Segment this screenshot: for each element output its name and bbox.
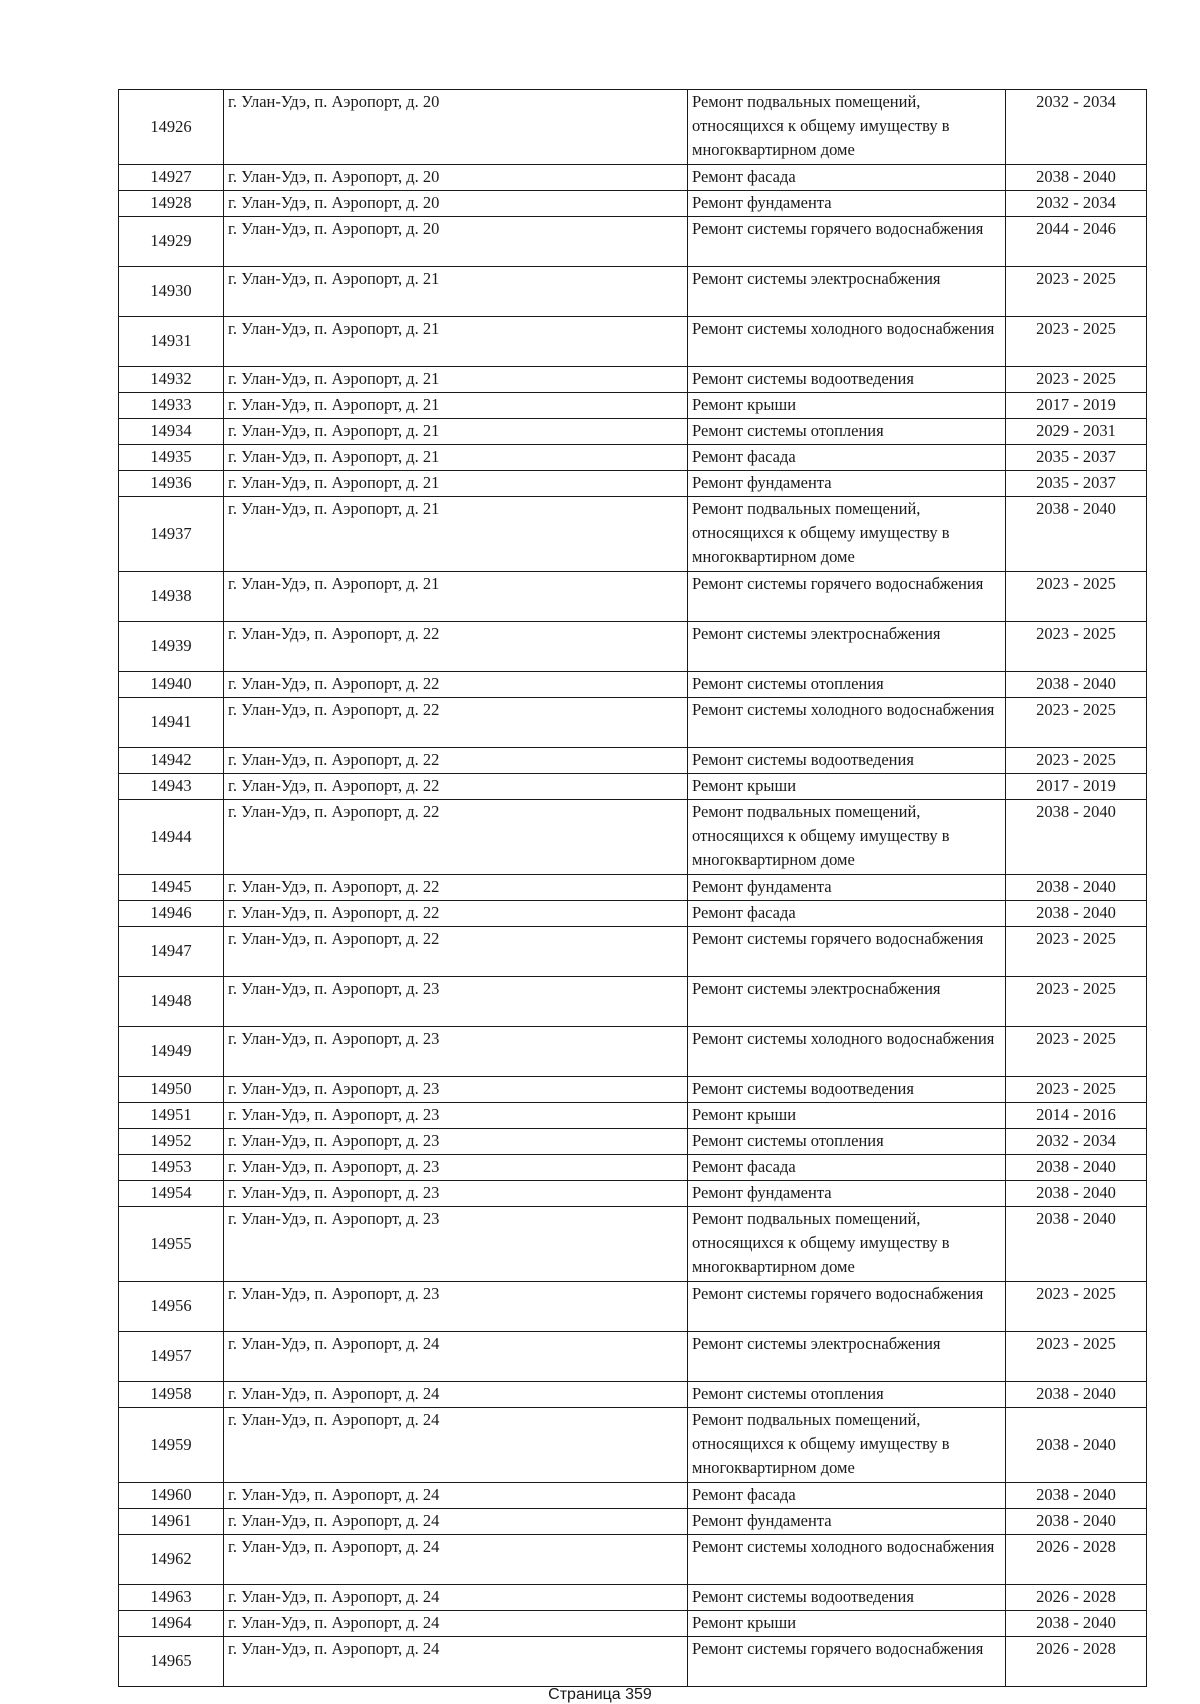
row-number: 14928 (119, 191, 224, 217)
row-address: г. Улан-Удэ, п. Аэропорт, д. 23 (224, 1207, 688, 1282)
row-work-type: Ремонт системы электроснабжения (688, 1332, 1006, 1382)
page-number: Страница 359 (548, 1686, 652, 1703)
row-work-type: Ремонт системы горячего водоснабжения (688, 217, 1006, 267)
row-work-type: Ремонт фундамента (688, 1181, 1006, 1207)
row-period: 2038 - 2040 (1006, 1382, 1147, 1408)
row-period: 2038 - 2040 (1006, 800, 1147, 875)
row-period: 2038 - 2040 (1006, 672, 1147, 698)
row-work-type: Ремонт системы холодного водоснабжения (688, 317, 1006, 367)
table-row (119, 698, 1147, 748)
row-address: г. Улан-Удэ, п. Аэропорт, д. 22 (224, 901, 688, 927)
row-number: 14949 (119, 1027, 224, 1077)
row-period: 2038 - 2040 (1006, 1483, 1147, 1509)
row-period: 2023 - 2025 (1006, 1282, 1147, 1332)
row-number: 14957 (119, 1332, 224, 1382)
row-number: 14955 (119, 1207, 224, 1282)
row-address: г. Улан-Удэ, п. Аэропорт, д. 21 (224, 497, 688, 572)
table-row (119, 317, 1147, 367)
row-address: г. Улан-Удэ, п. Аэропорт, д. 20 (224, 191, 688, 217)
row-number: 14952 (119, 1129, 224, 1155)
row-work-type: Ремонт фундамента (688, 875, 1006, 901)
row-number: 14958 (119, 1382, 224, 1408)
repair-schedule-table (118, 89, 1147, 1687)
row-number: 14954 (119, 1181, 224, 1207)
row-address: г. Улан-Удэ, п. Аэропорт, д. 23 (224, 1155, 688, 1181)
table-body (119, 90, 1147, 1687)
row-work-type: Ремонт системы водоотведения (688, 748, 1006, 774)
row-period: 2023 - 2025 (1006, 622, 1147, 672)
row-number: 14948 (119, 977, 224, 1027)
row-address: г. Улан-Удэ, п. Аэропорт, д. 22 (224, 875, 688, 901)
row-period: 2023 - 2025 (1006, 317, 1147, 367)
row-address: г. Улан-Удэ, п. Аэропорт, д. 21 (224, 393, 688, 419)
row-period: 2038 - 2040 (1006, 875, 1147, 901)
row-period: 2026 - 2028 (1006, 1535, 1147, 1585)
row-work-type: Ремонт крыши (688, 393, 1006, 419)
row-number: 14959 (119, 1408, 224, 1483)
row-work-type: Ремонт системы горячего водоснабжения (688, 1282, 1006, 1332)
table-row (119, 901, 1147, 927)
row-address: г. Улан-Удэ, п. Аэропорт, д. 22 (224, 672, 688, 698)
row-period: 2038 - 2040 (1006, 165, 1147, 191)
table-row (119, 90, 1147, 165)
row-number: 14942 (119, 748, 224, 774)
row-number: 14936 (119, 471, 224, 497)
row-work-type: Ремонт фундамента (688, 191, 1006, 217)
row-work-type: Ремонт крыши (688, 774, 1006, 800)
row-work-type: Ремонт подвальных помещений, относящихся к общему имуществу в многоквартирном доме (688, 497, 1006, 572)
row-work-type: Ремонт фундамента (688, 1509, 1006, 1535)
table-row (119, 622, 1147, 672)
row-address: г. Улан-Удэ, п. Аэропорт, д. 24 (224, 1382, 688, 1408)
row-address: г. Улан-Удэ, п. Аэропорт, д. 22 (224, 927, 688, 977)
table-row (119, 1207, 1147, 1282)
row-number: 14945 (119, 875, 224, 901)
table-row (119, 1611, 1147, 1637)
row-work-type: Ремонт системы отопления (688, 1129, 1006, 1155)
row-period: 2023 - 2025 (1006, 572, 1147, 622)
row-address: г. Улан-Удэ, п. Аэропорт, д. 22 (224, 748, 688, 774)
row-period: 2023 - 2025 (1006, 267, 1147, 317)
table-row (119, 774, 1147, 800)
row-address: г. Улан-Удэ, п. Аэропорт, д. 24 (224, 1637, 688, 1687)
row-number: 14944 (119, 800, 224, 875)
row-address: г. Улан-Удэ, п. Аэропорт, д. 21 (224, 445, 688, 471)
table-row (119, 497, 1147, 572)
row-number: 14963 (119, 1585, 224, 1611)
table-row (119, 875, 1147, 901)
row-number: 14934 (119, 419, 224, 445)
row-period: 2026 - 2028 (1006, 1637, 1147, 1687)
row-number: 14965 (119, 1637, 224, 1687)
row-period: 2023 - 2025 (1006, 698, 1147, 748)
table-row (119, 267, 1147, 317)
row-work-type: Ремонт системы холодного водоснабжения (688, 1027, 1006, 1077)
row-address: г. Улан-Удэ, п. Аэропорт, д. 23 (224, 1027, 688, 1077)
row-address: г. Улан-Удэ, п. Аэропорт, д. 24 (224, 1332, 688, 1382)
row-work-type: Ремонт системы холодного водоснабжения (688, 1535, 1006, 1585)
table-row (119, 977, 1147, 1027)
row-period: 2038 - 2040 (1006, 497, 1147, 572)
table-row (119, 672, 1147, 698)
row-work-type: Ремонт системы отопления (688, 1382, 1006, 1408)
table-row (119, 748, 1147, 774)
row-address: г. Улан-Удэ, п. Аэропорт, д. 21 (224, 471, 688, 497)
row-address: г. Улан-Удэ, п. Аэропорт, д. 23 (224, 1181, 688, 1207)
row-work-type: Ремонт подвальных помещений, относящихся к общему имуществу в многоквартирном доме (688, 800, 1006, 875)
row-period: 2017 - 2019 (1006, 393, 1147, 419)
row-number: 14943 (119, 774, 224, 800)
table-row (119, 191, 1147, 217)
row-period: 2038 - 2040 (1006, 1155, 1147, 1181)
table-row (119, 1483, 1147, 1509)
row-period: 2023 - 2025 (1006, 977, 1147, 1027)
row-work-type: Ремонт системы холодного водоснабжения (688, 698, 1006, 748)
table-row (119, 393, 1147, 419)
row-address: г. Улан-Удэ, п. Аэропорт, д. 24 (224, 1611, 688, 1637)
row-work-type: Ремонт подвальных помещений, относящихся к общему имуществу в многоквартирном доме (688, 1207, 1006, 1282)
table-row (119, 1103, 1147, 1129)
table-row (119, 1077, 1147, 1103)
row-period: 2032 - 2034 (1006, 191, 1147, 217)
row-address: г. Улан-Удэ, п. Аэропорт, д. 22 (224, 698, 688, 748)
table-row (119, 419, 1147, 445)
row-work-type: Ремонт системы электроснабжения (688, 267, 1006, 317)
row-period: 2023 - 2025 (1006, 1027, 1147, 1077)
row-address: г. Улан-Удэ, п. Аэропорт, д. 23 (224, 1129, 688, 1155)
row-work-type: Ремонт системы отопления (688, 672, 1006, 698)
table-row (119, 165, 1147, 191)
row-address: г. Улан-Удэ, п. Аэропорт, д. 22 (224, 622, 688, 672)
table-row (119, 1129, 1147, 1155)
row-number: 14933 (119, 393, 224, 419)
row-period: 2038 - 2040 (1006, 1181, 1147, 1207)
row-address: г. Улан-Удэ, п. Аэропорт, д. 20 (224, 90, 688, 165)
row-address: г. Улан-Удэ, п. Аэропорт, д. 24 (224, 1483, 688, 1509)
row-period: 2044 - 2046 (1006, 217, 1147, 267)
row-number: 14956 (119, 1282, 224, 1332)
row-number: 14950 (119, 1077, 224, 1103)
row-period: 2038 - 2040 (1006, 901, 1147, 927)
row-number: 14946 (119, 901, 224, 927)
row-work-type: Ремонт фасада (688, 1155, 1006, 1181)
table-row (119, 1332, 1147, 1382)
row-work-type: Ремонт подвальных помещений, относящихся к общему имуществу в многоквартирном доме (688, 1408, 1006, 1483)
row-address: г. Улан-Удэ, п. Аэропорт, д. 24 (224, 1535, 688, 1585)
table-row (119, 1408, 1147, 1483)
table-row (119, 1382, 1147, 1408)
row-number: 14935 (119, 445, 224, 471)
row-address: г. Улан-Удэ, п. Аэропорт, д. 24 (224, 1585, 688, 1611)
row-period: 2023 - 2025 (1006, 927, 1147, 977)
row-work-type: Ремонт системы электроснабжения (688, 977, 1006, 1027)
table-row (119, 367, 1147, 393)
table-row (119, 1282, 1147, 1332)
row-work-type: Ремонт фундамента (688, 471, 1006, 497)
row-period: 2038 - 2040 (1006, 1207, 1147, 1282)
row-period: 2023 - 2025 (1006, 1332, 1147, 1382)
table-row (119, 1027, 1147, 1077)
table-row (119, 927, 1147, 977)
table-row (119, 471, 1147, 497)
row-number: 14939 (119, 622, 224, 672)
row-address: г. Улан-Удэ, п. Аэропорт, д. 24 (224, 1509, 688, 1535)
row-period: 2032 - 2034 (1006, 1129, 1147, 1155)
row-period: 2035 - 2037 (1006, 471, 1147, 497)
row-period: 2026 - 2028 (1006, 1585, 1147, 1611)
row-work-type: Ремонт системы горячего водоснабжения (688, 927, 1006, 977)
row-address: г. Улан-Удэ, п. Аэропорт, д. 22 (224, 774, 688, 800)
row-work-type: Ремонт фасада (688, 165, 1006, 191)
row-number: 14938 (119, 572, 224, 622)
row-period: 2023 - 2025 (1006, 748, 1147, 774)
row-number: 14927 (119, 165, 224, 191)
row-work-type: Ремонт фасада (688, 445, 1006, 471)
row-number: 14937 (119, 497, 224, 572)
row-address: г. Улан-Удэ, п. Аэропорт, д. 23 (224, 977, 688, 1027)
row-period: 2017 - 2019 (1006, 774, 1147, 800)
table-row (119, 1585, 1147, 1611)
row-period: 2032 - 2034 (1006, 90, 1147, 165)
table-row (119, 445, 1147, 471)
table-row (119, 1535, 1147, 1585)
row-number: 14964 (119, 1611, 224, 1637)
row-address: г. Улан-Удэ, п. Аэропорт, д. 23 (224, 1077, 688, 1103)
row-work-type: Ремонт крыши (688, 1611, 1006, 1637)
row-number: 14931 (119, 317, 224, 367)
row-address: г. Улан-Удэ, п. Аэропорт, д. 21 (224, 572, 688, 622)
row-address: г. Улан-Удэ, п. Аэропорт, д. 20 (224, 165, 688, 191)
row-period: 2023 - 2025 (1006, 1077, 1147, 1103)
row-work-type: Ремонт крыши (688, 1103, 1006, 1129)
row-period: 2023 - 2025 (1006, 367, 1147, 393)
row-work-type: Ремонт системы горячего водоснабжения (688, 572, 1006, 622)
row-work-type: Ремонт системы водоотведения (688, 367, 1006, 393)
row-number: 14929 (119, 217, 224, 267)
row-work-type: Ремонт системы отопления (688, 419, 1006, 445)
row-address: г. Улан-Удэ, п. Аэропорт, д. 23 (224, 1103, 688, 1129)
row-work-type: Ремонт подвальных помещений, относящихся к общему имуществу в многоквартирном доме (688, 90, 1006, 165)
row-number: 14930 (119, 267, 224, 317)
row-address: г. Улан-Удэ, п. Аэропорт, д. 24 (224, 1408, 688, 1483)
table-row (119, 572, 1147, 622)
row-address: г. Улан-Удэ, п. Аэропорт, д. 21 (224, 367, 688, 393)
row-period: 2029 - 2031 (1006, 419, 1147, 445)
row-number: 14947 (119, 927, 224, 977)
table-row (119, 1181, 1147, 1207)
table-row (119, 1155, 1147, 1181)
row-period: 2038 - 2040 (1006, 1509, 1147, 1535)
row-work-type: Ремонт системы водоотведения (688, 1585, 1006, 1611)
row-number: 14941 (119, 698, 224, 748)
row-number: 14962 (119, 1535, 224, 1585)
row-work-type: Ремонт системы водоотведения (688, 1077, 1006, 1103)
row-work-type: Ремонт фасада (688, 901, 1006, 927)
row-number: 14961 (119, 1509, 224, 1535)
row-address: г. Улан-Удэ, п. Аэропорт, д. 21 (224, 317, 688, 367)
row-number: 14960 (119, 1483, 224, 1509)
table-row (119, 1509, 1147, 1535)
table-row (119, 800, 1147, 875)
row-address: г. Улан-Удэ, п. Аэропорт, д. 21 (224, 419, 688, 445)
row-address: г. Улан-Удэ, п. Аэропорт, д. 21 (224, 267, 688, 317)
row-work-type: Ремонт фасада (688, 1483, 1006, 1509)
table-row (119, 217, 1147, 267)
row-period: 2035 - 2037 (1006, 445, 1147, 471)
row-address: г. Улан-Удэ, п. Аэропорт, д. 23 (224, 1282, 688, 1332)
row-address: г. Улан-Удэ, п. Аэропорт, д. 20 (224, 217, 688, 267)
row-address: г. Улан-Удэ, п. Аэропорт, д. 22 (224, 800, 688, 875)
row-work-type: Ремонт системы электроснабжения (688, 622, 1006, 672)
row-period: 2038 - 2040 (1006, 1408, 1147, 1483)
row-number: 14926 (119, 90, 224, 165)
row-number: 14951 (119, 1103, 224, 1129)
row-number: 14932 (119, 367, 224, 393)
row-number: 14940 (119, 672, 224, 698)
row-work-type: Ремонт системы горячего водоснабжения (688, 1637, 1006, 1687)
row-period: 2014 - 2016 (1006, 1103, 1147, 1129)
table-row (119, 1637, 1147, 1687)
row-number: 14953 (119, 1155, 224, 1181)
row-period: 2038 - 2040 (1006, 1611, 1147, 1637)
